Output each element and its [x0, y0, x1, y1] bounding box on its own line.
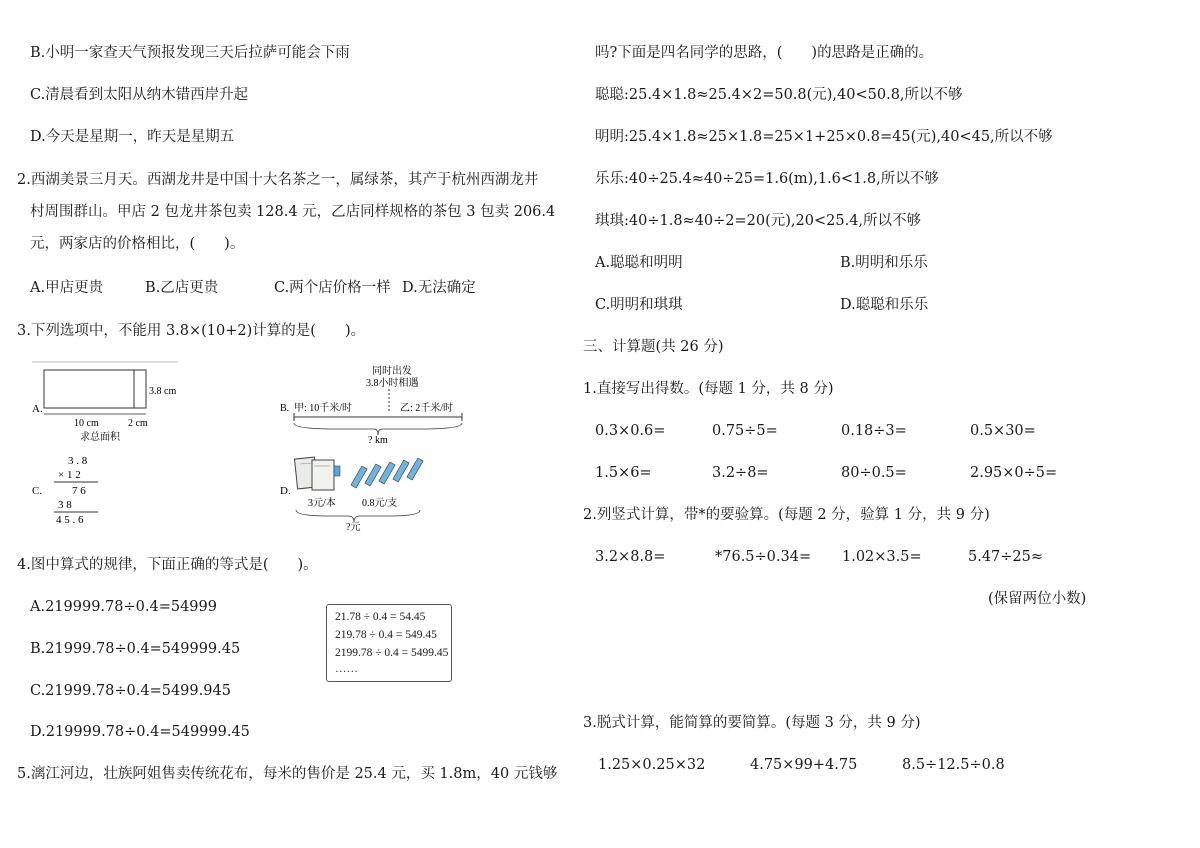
- q4-option-d: D.219999.78÷0.4=549999.45: [30, 724, 250, 740]
- q3-fig-c-row2: × 1 2: [58, 469, 81, 481]
- q2-line-3: 元，两家店的价格相比，( )。: [30, 236, 245, 252]
- calc-3-title: 3.脱式计算，能简算的要简算。(每题 3 分，共 9 分): [583, 715, 921, 731]
- q3-fig-b-label: B.: [280, 403, 290, 414]
- q2-option-c: C.两个店价格一样: [274, 280, 391, 296]
- q5-option-a: A.聪聪和明明: [595, 255, 683, 271]
- notebook-icon: [294, 457, 340, 490]
- idea-lele: 乐乐:40÷25.4≈40÷25=1.6(m),1.6<1.8,所以不够: [595, 171, 939, 187]
- calc-1-title: 1.直接写出得数。(每题 1 分，共 8 分): [583, 381, 834, 397]
- q3-fig-b-bottom: ? km: [368, 435, 388, 445]
- q4-box-line-3: 2199.78 ÷ 0.4 = 5499.45: [335, 647, 449, 659]
- q3-fig-c-row3: 7 6: [72, 485, 86, 497]
- q3-fig-a-caption: 求总面积: [80, 432, 120, 443]
- q3-stem: 3.下列选项中，不能用 3.8×(10+2)计算的是( )。: [17, 323, 366, 339]
- q3-fig-b-top1: 同时出发: [372, 366, 412, 377]
- q2-option-d: D.无法确定: [402, 280, 476, 296]
- calc-2-item: 1.02×3.5=: [842, 549, 922, 565]
- calc-2-item: 5.47÷25≈: [968, 549, 1044, 565]
- q3-fig-c-row4: 3 8: [58, 499, 72, 511]
- q4-box-line-1: 21.78 ÷ 0.4 = 54.45: [335, 611, 426, 623]
- q4-box-line-2: 219.78 ÷ 0.4 = 549.45: [335, 629, 437, 641]
- calc-3-item: 4.75×99+4.75: [750, 757, 858, 773]
- calc-1-item: 1.5×6=: [595, 465, 652, 481]
- q3-fig-a-label: A.: [32, 403, 43, 415]
- q4-stem: 4.图中算式的规律，下面正确的等式是( )。: [17, 557, 318, 573]
- q3-fig-a-width1: 10 cm: [74, 418, 99, 429]
- q3-fig-d-price1: 3元/本: [308, 498, 336, 509]
- q2-line-2: 村周围群山。甲店 2 包龙井茶包卖 128.4 元，乙店同样规格的茶包 3 包卖 206.4: [30, 204, 556, 220]
- q4-option-a: A.219999.78÷0.4=54999: [30, 599, 217, 615]
- calc-1-item: 3.2÷8=: [712, 465, 769, 481]
- q1-option-d: D.今天是星期一，昨天是星期五: [30, 129, 235, 145]
- calc-1-item: 0.18÷3=: [841, 423, 907, 439]
- idea-qiqi: 琪琪:40÷1.8≈40÷2=20(元),20<25.4,所以不够: [595, 213, 922, 229]
- q5-option-b: B.明明和乐乐: [840, 255, 928, 271]
- q3-figure-a: [28, 360, 198, 446]
- q5-line-1: 5.漓江河边，壮族阿姐售卖传统花布，每米的售价是 25.4 元，买 1.8m，40 元钱够: [17, 766, 558, 782]
- q2-option-a: A.甲店更贵: [30, 280, 104, 296]
- calc-1-item: 0.75÷5=: [712, 423, 778, 439]
- calc-3-item: 1.25×0.25×32: [598, 757, 706, 773]
- q3-fig-d-label: D.: [280, 485, 291, 497]
- q3-fig-c-label: C.: [32, 485, 43, 497]
- q4-pattern-box: [326, 604, 452, 682]
- q3-fig-d-price2: 0.8元/支: [362, 498, 398, 509]
- q5-continuation: 吗?下面是四名同学的思路，( )的思路是正确的。: [595, 45, 934, 61]
- q3-figure-b: [278, 365, 478, 445]
- q4-box-line-4: ……: [335, 663, 358, 675]
- calc-2-note: (保留两位小数): [988, 591, 1087, 607]
- calc-3-item: 8.5÷12.5÷0.8: [902, 757, 1005, 773]
- q3-fig-b-top2: 3.8小时相遇: [366, 378, 419, 389]
- q2-line-1: 2.西湖美景三月天。西湖龙井是中国十大名茶之一，属绿茶，其产于杭州西湖龙井: [17, 172, 539, 188]
- q3-fig-c-row1: 3 . 8: [68, 455, 88, 467]
- idea-mingming: 明明:25.4×1.8≈25×1.8=25×1+25×0.8=45(元),40<45,所以不够: [595, 129, 1053, 145]
- calc-2-title: 2.列竖式计算，带*的要验算。(每题 2 分，验算 1 分，共 9 分): [583, 507, 990, 523]
- left-column: [0, 0, 580, 848]
- q3-fig-a-width2: 2 cm: [128, 418, 148, 429]
- q5-option-c: C.明明和琪琪: [595, 297, 683, 313]
- q4-option-b: B.21999.78÷0.4=549999.45: [30, 641, 241, 657]
- q3-fig-b-right: 乙: 2千米/时: [400, 403, 454, 414]
- q1-option-b: B.小明一家查天气预报发现三天后拉萨可能会下雨: [30, 45, 350, 61]
- q3-fig-c-row5: 4 5 . 6: [56, 514, 84, 526]
- q3-figure-d: [278, 452, 468, 532]
- q3-fig-d-bottom: ?元: [346, 522, 361, 532]
- q2-option-b: B.乙店更贵: [145, 280, 219, 296]
- q3-fig-b-left: 甲: 10千米/时: [294, 403, 353, 414]
- calc-1-item: 80÷0.5=: [841, 465, 907, 481]
- q5-option-d: D.聪聪和乐乐: [840, 297, 929, 313]
- calc-2-item: *76.5÷0.34=: [715, 549, 812, 565]
- q3-fig-a-height: 3.8 cm: [149, 386, 177, 397]
- q4-option-c: C.21999.78÷0.4=5499.945: [30, 683, 231, 699]
- calc-1-item: 0.3×0.6=: [595, 423, 666, 439]
- calc-1-item: 2.95×0÷5=: [970, 465, 1058, 481]
- q1-option-c: C.清晨看到太阳从纳木错西岸升起: [30, 87, 249, 103]
- calc-2-item: 3.2×8.8=: [595, 549, 666, 565]
- q3-figure-c: [28, 452, 138, 528]
- section-3-heading: 三、计算题(共 26 分): [583, 339, 724, 355]
- idea-congcong: 聪聪:25.4×1.8≈25.4×2=50.8(元),40<50.8,所以不够: [595, 87, 963, 103]
- pencils-icon: [351, 458, 423, 488]
- calc-1-item: 0.5×30=: [970, 423, 1036, 439]
- right-column: [580, 0, 1200, 848]
